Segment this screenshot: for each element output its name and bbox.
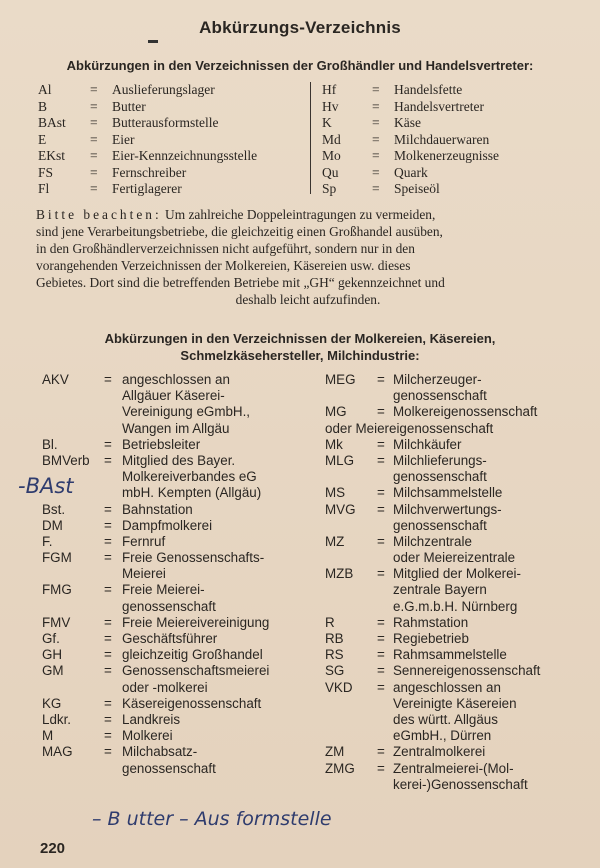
abbreviation-row: [38, 148, 308, 165]
equals-sign: =: [377, 404, 385, 420]
equals-sign: =: [372, 164, 380, 180]
abbreviation-definition: Milchsammelstelle: [393, 485, 503, 501]
abbreviation-code: M: [42, 728, 54, 744]
equals-sign: =: [90, 164, 98, 180]
abbreviation-row: [42, 372, 307, 388]
abbreviation-definition: angeschlossen an: [122, 372, 230, 387]
abbreviation-definition: e.G.m.b.H. Nürnberg: [393, 598, 518, 614]
abbreviation-row: [325, 582, 595, 598]
abbreviation-definition: Handelsfette: [394, 82, 463, 97]
equals-sign: =: [372, 82, 380, 97]
notice-line: deshalb leicht aufzufinden.: [235, 292, 381, 307]
abbreviation-definition: Molkenerzeugnisse: [394, 148, 499, 163]
abbreviation-code: E: [38, 131, 47, 147]
abbreviation-row: [42, 663, 307, 679]
abbreviation-code: FS: [38, 164, 54, 180]
equals-sign: =: [90, 181, 98, 196]
abbreviation-code: SG: [325, 663, 345, 679]
abbreviation-definition: Eier-Kennzeichnungsstelle: [112, 148, 258, 163]
abbreviation-code: MLG: [325, 452, 355, 468]
section1-right-column: [322, 82, 592, 198]
notice-line: Um zahlreiche Doppeleintragungen zu vermeiden,: [165, 207, 436, 222]
abbreviation-row: [325, 421, 595, 437]
abbreviation-definition: Allgäuer Käserei-: [122, 388, 225, 404]
abbreviation-code: MVG: [325, 501, 356, 517]
equals-sign: =: [104, 501, 112, 517]
abbreviation-definition: Rahmsammelstelle: [393, 647, 507, 663]
abbreviation-definition: Fernruf: [122, 533, 166, 549]
equals-sign: =: [377, 679, 385, 695]
abbreviation-definition: Vereinigte Käsereien: [393, 695, 517, 711]
abbreviation-code: B: [38, 98, 48, 114]
abbreviation-row: [42, 550, 307, 566]
equals-sign: =: [104, 550, 112, 566]
abbreviation-definition: Meierei: [122, 566, 166, 582]
equals-sign: =: [104, 631, 112, 646]
abbreviation-definition: genossenschaft: [393, 469, 487, 485]
equals-sign: =: [104, 533, 112, 549]
abbreviation-row: [42, 696, 307, 712]
abbreviation-row: [322, 165, 592, 182]
abbreviation-code: EKst: [38, 148, 65, 163]
handwritten-note-bast: -BAst: [18, 474, 74, 498]
abbreviation-definition: Zentralmolkerei: [393, 744, 486, 760]
abbreviation-definition: Butter: [112, 98, 146, 114]
abbreviation-row: [325, 631, 595, 647]
abbreviation-row: [42, 631, 307, 647]
equals-sign: =: [104, 728, 112, 744]
notice-lead: Bitte beachten:: [36, 207, 162, 222]
abbreviation-code: FMG: [42, 582, 72, 598]
abbreviation-definition: Milchzentrale: [393, 533, 472, 549]
abbreviation-row: [325, 615, 595, 631]
abbreviation-definition: Handelsvertreter: [394, 98, 484, 114]
abbreviation-code: GM: [42, 663, 64, 679]
equals-sign: =: [90, 98, 98, 114]
abbreviation-row: [42, 647, 307, 663]
abbreviation-row: [325, 502, 595, 518]
abbreviation-row: [325, 453, 595, 469]
abbreviation-code: Al: [38, 82, 52, 97]
abbreviation-code: Hf: [322, 82, 337, 97]
abbreviation-definition: Betriebsleiter: [122, 436, 201, 452]
abbreviation-row: [42, 680, 307, 696]
abbreviation-code: Hv: [322, 98, 339, 114]
abbreviation-definition: Regiebetrieb: [393, 631, 469, 646]
abbreviation-row: [42, 518, 307, 534]
abbreviation-code: Mo: [322, 148, 341, 163]
abbreviation-row: [322, 99, 592, 116]
abbreviation-row: [325, 599, 595, 615]
abbreviation-code: R: [325, 614, 335, 630]
abbreviation-code: Mk: [325, 436, 343, 452]
equals-sign: =: [377, 614, 385, 630]
abbreviation-definition: kerei-)Genossenschaft: [393, 776, 528, 792]
abbreviation-row: [42, 728, 307, 744]
section2-right-column: [325, 372, 595, 793]
abbreviation-row: [325, 777, 595, 793]
equals-sign: =: [104, 614, 112, 630]
abbreviation-definition: Freie Meierei-: [122, 582, 205, 598]
section2-heading: [0, 330, 600, 364]
abbreviation-row: [325, 388, 595, 404]
abbreviation-code: AKV: [42, 372, 69, 387]
abbreviation-definition: Milchverwertungs-: [393, 501, 502, 517]
abbreviation-row: [325, 744, 595, 760]
abbreviation-definition: Sennereigenossenschaft: [393, 663, 541, 679]
abbreviation-code: Ldkr.: [42, 711, 72, 727]
equals-sign: =: [377, 566, 385, 582]
abbreviation-definition: Rahmstation: [393, 614, 469, 630]
abbreviation-definition: Milchlieferungs-: [393, 452, 487, 468]
equals-sign: =: [377, 647, 385, 663]
equals-sign: =: [104, 744, 112, 760]
abbreviation-definition: Milchkäufer: [393, 436, 462, 452]
equals-sign: =: [90, 115, 98, 130]
abbreviation-code: F.: [42, 533, 53, 549]
abbreviation-definition: Quark: [394, 164, 428, 180]
abbreviation-row: [42, 744, 307, 760]
abbreviation-code: MS: [325, 485, 346, 501]
abbreviation-definition: Vereinigung eGmbH.,: [122, 404, 251, 420]
equals-sign: =: [104, 452, 112, 468]
equals-sign: =: [377, 485, 385, 501]
equals-sign: =: [377, 631, 385, 646]
abbreviation-row: [42, 421, 307, 437]
abbreviation-definition: Molkereiverbandes eG: [122, 469, 257, 485]
abbreviation-code: ZM: [325, 744, 345, 760]
abbreviation-row: [42, 599, 307, 615]
abbreviation-code: ZMG: [325, 760, 355, 776]
abbreviation-code: Md: [322, 131, 341, 147]
abbreviation-code: MEG: [325, 372, 356, 387]
abbreviation-code: Fl: [38, 181, 50, 196]
abbreviation-definition: Fertiglagerer: [112, 181, 182, 196]
equals-sign: =: [104, 436, 112, 452]
equals-sign: =: [104, 695, 112, 711]
abbreviation-row: [322, 132, 592, 149]
abbreviation-code: Bst.: [42, 501, 66, 517]
abbreviation-code: FGM: [42, 550, 72, 566]
equals-sign: =: [104, 711, 112, 727]
abbreviation-row: [38, 132, 308, 149]
notice-line: in den Großhändlerverzeichnissen nicht aufgeführt, sondern nur in den: [36, 241, 415, 256]
abbreviation-code: Bl.: [42, 436, 58, 452]
abbreviation-definition: Milchabsatz-: [122, 744, 198, 760]
abbreviation-row: [42, 582, 307, 598]
abbreviation-code: Gf.: [42, 631, 60, 646]
abbreviation-code: RB: [325, 631, 344, 646]
notice-line: Gebietes. Dort sind die betreffenden Betriebe mit „GH“ gekennzeichnet und: [36, 275, 445, 290]
abbreviation-definition: mbH. Kempten (Allgäu): [122, 485, 262, 501]
equals-sign: =: [377, 372, 385, 387]
equals-sign: =: [104, 517, 112, 533]
abbreviation-definition: Speiseöl: [394, 181, 440, 196]
abbreviation-row: [38, 165, 308, 182]
abbreviation-definition: oder Meiereizentrale: [393, 550, 516, 566]
abbreviation-row: [42, 388, 307, 404]
abbreviation-row: [42, 453, 307, 469]
abbreviation-code: MAG: [42, 744, 73, 760]
abbreviation-definition: Mitglied des Bayer.: [122, 452, 236, 468]
abbreviation-code: Qu: [322, 164, 339, 180]
abbreviation-row: [322, 82, 592, 99]
abbreviation-row: [38, 82, 308, 99]
equals-sign: =: [377, 501, 385, 517]
abbreviation-row: [38, 181, 308, 198]
abbreviation-definition: angeschlossen an: [393, 679, 501, 695]
abbreviation-definition: des württ. Allgäus: [393, 711, 498, 727]
abbreviation-row: [325, 518, 595, 534]
abbreviation-definition: Landkreis: [122, 711, 181, 727]
equals-sign: =: [104, 647, 112, 663]
section1-heading: Abkürzungen in den Verzeichnissen der Großhändler und Handelsvertreter:: [66, 58, 534, 73]
equals-sign: =: [377, 744, 385, 760]
abbreviation-definition: eGmbH., Dürren: [393, 728, 492, 744]
abbreviation-definition: zentrale Bayern: [393, 582, 487, 598]
equals-sign: =: [104, 663, 112, 679]
abbreviation-definition: Mitglied der Molkerei-: [393, 566, 521, 582]
equals-sign: =: [377, 436, 385, 452]
abbreviation-definition: genossenschaft: [122, 598, 216, 614]
equals-sign: =: [372, 115, 380, 130]
abbreviation-definition: Milchdauerwaren: [394, 131, 490, 147]
abbreviation-row: [38, 99, 308, 116]
abbreviation-row: [38, 115, 308, 132]
abbreviation-definition: oder -molkerei: [122, 679, 208, 695]
abbreviation-code: MG: [325, 404, 347, 420]
abbreviation-row: [322, 181, 592, 198]
abbreviation-definition: Käse: [394, 115, 421, 130]
abbreviation-definition: Dampfmolkerei: [122, 517, 213, 533]
page-number: 220: [40, 840, 66, 857]
abbreviation-row: [42, 566, 307, 582]
section2-left-column: [42, 372, 307, 777]
abbreviation-definition: Butterausformstelle: [112, 115, 219, 130]
abbreviation-definition: Käsereigenossenschaft: [122, 695, 262, 711]
abbreviation-definition: Eier: [112, 131, 135, 147]
abbreviation-definition: Geschäftsführer: [122, 631, 218, 646]
ink-mark: [148, 40, 158, 43]
abbreviation-row: [42, 437, 307, 453]
abbreviation-row: [325, 712, 595, 728]
abbreviation-definition: Fernschreiber: [112, 164, 187, 180]
abbreviation-row: [42, 761, 307, 777]
abbreviation-row: [325, 550, 595, 566]
abbreviation-row: [325, 469, 595, 485]
equals-sign: =: [104, 372, 112, 387]
notice-line: sind jene Verarbeitungsbetriebe, die gleichzeitig einen Großhandel ausüben,: [36, 224, 443, 239]
abbreviation-definition: Milcherzeuger-: [393, 372, 482, 387]
abbreviation-code: FMV: [42, 614, 71, 630]
abbreviation-definition: genossenschaft: [393, 517, 487, 533]
equals-sign: =: [377, 760, 385, 776]
abbreviation-row: [42, 469, 307, 485]
abbreviation-row: [42, 485, 307, 501]
abbreviation-definition: Genossenschaftsmeierei: [122, 663, 270, 679]
abbreviation-definition: Wangen im Allgäu: [122, 420, 230, 436]
abbreviation-code: RS: [325, 647, 344, 663]
abbreviation-row: [325, 372, 595, 388]
section2-heading-line2: Schmelzkäsehersteller, Milchindustrie:: [180, 348, 420, 363]
abbreviation-code: BAst: [38, 115, 66, 130]
abbreviation-row: [325, 437, 595, 453]
equals-sign: =: [372, 131, 380, 147]
abbreviation-row: [325, 663, 595, 679]
abbreviation-code: K: [322, 115, 332, 130]
page-title: Abkürzungs-Verzeichnis: [199, 18, 401, 37]
equals-sign: =: [90, 82, 98, 97]
abbreviation-row: [42, 502, 307, 518]
abbreviation-row: [325, 761, 595, 777]
abbreviation-row: [322, 148, 592, 165]
abbreviation-row: [325, 404, 595, 420]
abbreviation-row: [322, 115, 592, 132]
abbreviation-row: [42, 712, 307, 728]
section2-heading-line1: Abkürzungen in den Verzeichnissen der Molkereien, Käsereien,: [104, 331, 496, 346]
equals-sign: =: [377, 452, 385, 468]
abbreviation-row: [325, 680, 595, 696]
abbreviation-row: [42, 404, 307, 420]
abbreviation-row: [325, 696, 595, 712]
equals-sign: =: [104, 582, 112, 598]
abbreviation-row: [325, 728, 595, 744]
abbreviation-definition: Freie Meiereivereinigung: [122, 614, 270, 630]
abbreviation-definition: oder Meiereigenossenschaft: [325, 420, 494, 436]
abbreviation-definition: Auslieferungslager: [112, 82, 215, 97]
equals-sign: =: [377, 533, 385, 549]
abbreviation-code: DM: [42, 517, 63, 533]
equals-sign: =: [90, 131, 98, 147]
abbreviation-code: GH: [42, 647, 63, 663]
equals-sign: =: [372, 98, 380, 114]
abbreviation-definition: genossenschaft: [393, 388, 487, 404]
abbreviation-row: [325, 647, 595, 663]
equals-sign: =: [90, 148, 98, 163]
abbreviation-row: [42, 534, 307, 550]
abbreviation-row: [325, 485, 595, 501]
abbreviation-code: MZ: [325, 533, 345, 549]
abbreviation-code: Sp: [322, 181, 337, 196]
notice-line: vorangehenden Verzeichnissen der Molkereien, Käsereien usw. dieses: [36, 258, 411, 273]
abbreviation-definition: genossenschaft: [122, 760, 216, 776]
notice-paragraph: [36, 206, 580, 308]
equals-sign: =: [372, 148, 380, 163]
abbreviation-code: KG: [42, 695, 62, 711]
column-divider: [310, 82, 311, 194]
abbreviation-definition: Freie Genossenschafts-: [122, 550, 265, 566]
section1-left-column: [38, 82, 308, 198]
abbreviation-row: [325, 534, 595, 550]
abbreviation-row: [42, 615, 307, 631]
abbreviation-code: BMVerb: [42, 452, 90, 468]
abbreviation-definition: gleichzeitig Großhandel: [122, 647, 263, 663]
equals-sign: =: [372, 181, 380, 196]
abbreviation-definition: Molkerei: [122, 728, 173, 744]
abbreviation-code: VKD: [325, 679, 353, 695]
abbreviation-definition: Zentralmeierei-(Mol-: [393, 760, 514, 776]
abbreviation-definition: Bahnstation: [122, 501, 193, 517]
abbreviation-code: MZB: [325, 566, 354, 582]
handwritten-note-butterausformstelle: – B utter – Aus formstelle: [92, 808, 332, 830]
equals-sign: =: [377, 663, 385, 679]
abbreviation-definition: Molkereigenossenschaft: [393, 404, 538, 420]
abbreviation-row: [325, 566, 595, 582]
